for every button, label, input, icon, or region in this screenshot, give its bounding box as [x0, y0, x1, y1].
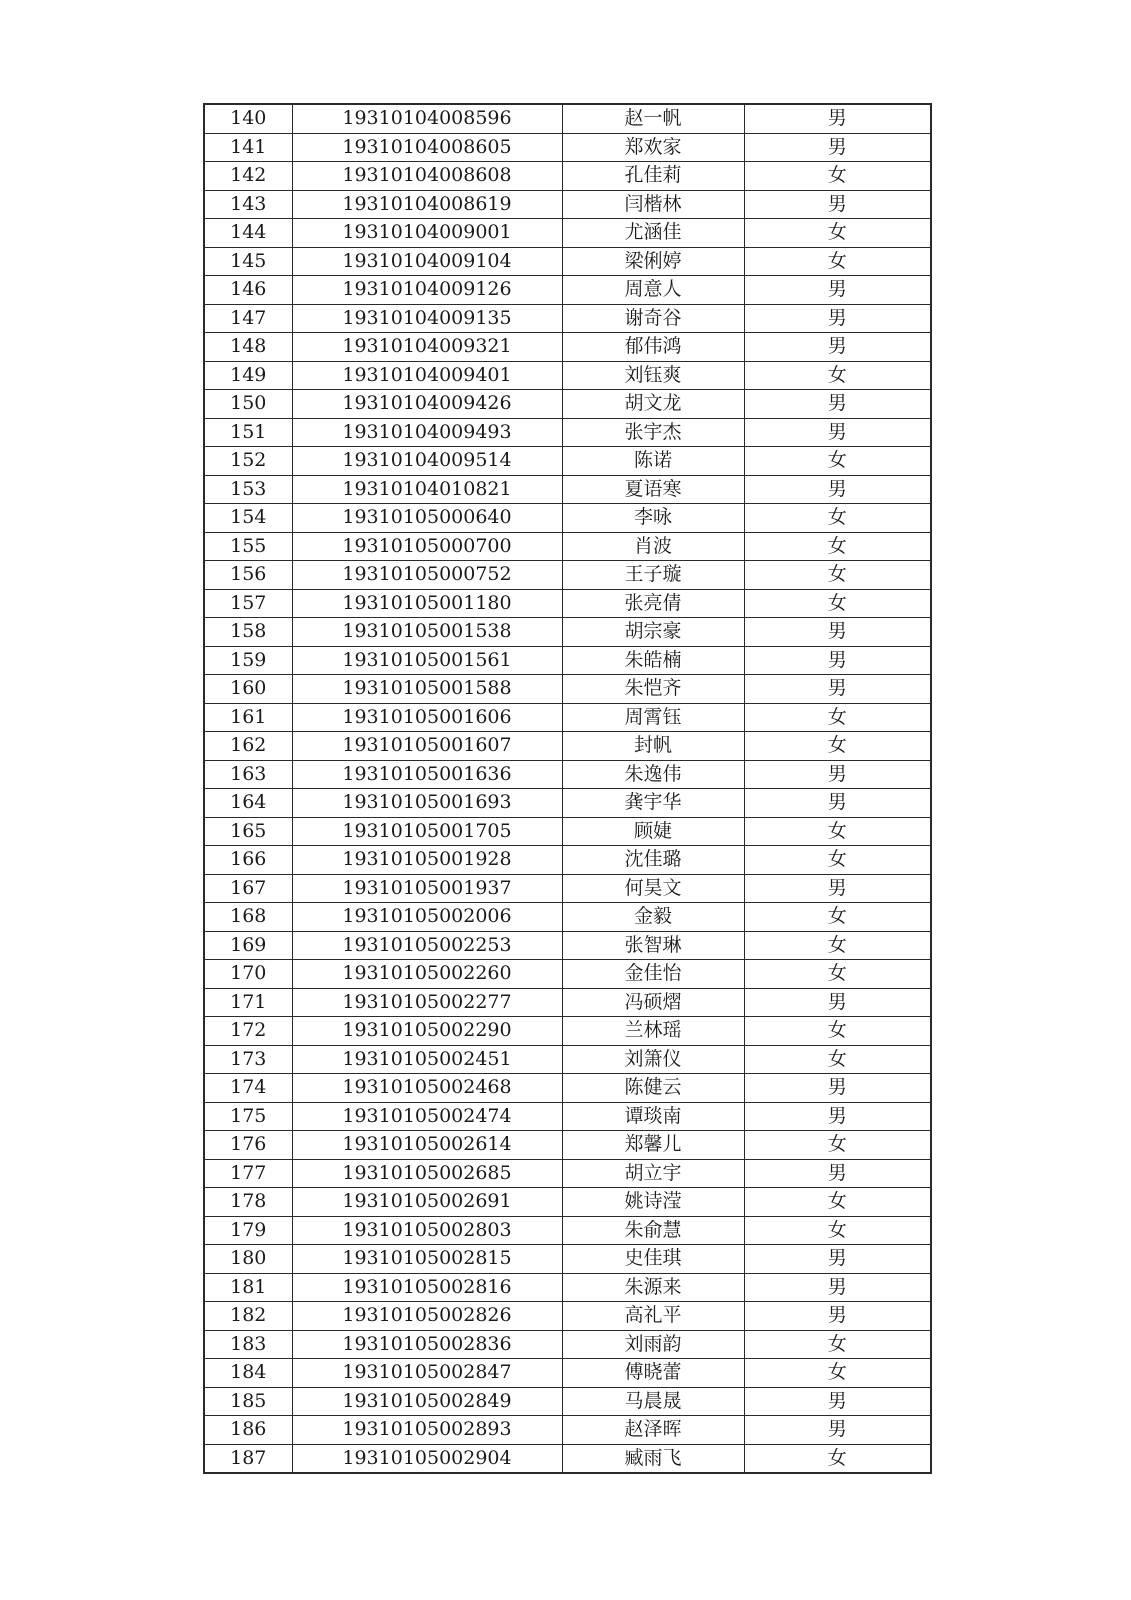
exam-id-cell: 19310104009514 — [292, 447, 562, 476]
row-number-cell: 163 — [204, 760, 292, 789]
gender-cell: 女 — [744, 903, 931, 932]
exam-id-cell: 19310105001928 — [292, 846, 562, 875]
gender-cell: 女 — [744, 447, 931, 476]
table-row — [204, 846, 931, 875]
row-number-cell: 183 — [204, 1330, 292, 1359]
gender-cell: 女 — [744, 247, 931, 276]
gender-cell: 男 — [744, 1159, 931, 1188]
table-row — [204, 789, 931, 818]
table-row — [204, 532, 931, 561]
roster-table-body — [204, 104, 931, 1473]
student-name-cell: 朱俞慧 — [562, 1216, 744, 1245]
row-number-cell: 142 — [204, 162, 292, 191]
student-name-cell: 郑欢家 — [562, 133, 744, 162]
gender-cell: 男 — [744, 618, 931, 647]
row-number-cell: 175 — [204, 1102, 292, 1131]
row-number-cell: 143 — [204, 190, 292, 219]
table-row — [204, 646, 931, 675]
student-name-cell: 何昊文 — [562, 874, 744, 903]
row-number-cell: 153 — [204, 475, 292, 504]
gender-cell: 女 — [744, 1188, 931, 1217]
exam-id-cell: 19310104008605 — [292, 133, 562, 162]
gender-cell: 女 — [744, 960, 931, 989]
gender-cell: 女 — [744, 846, 931, 875]
student-name-cell: 张宇杰 — [562, 418, 744, 447]
exam-id-cell: 19310105000752 — [292, 561, 562, 590]
gender-cell: 男 — [744, 1416, 931, 1445]
exam-id-cell: 19310104010821 — [292, 475, 562, 504]
gender-cell: 男 — [744, 390, 931, 419]
table-row — [204, 1074, 931, 1103]
table-row — [204, 133, 931, 162]
student-name-cell: 傅晓蕾 — [562, 1359, 744, 1388]
exam-id-cell: 19310105002290 — [292, 1017, 562, 1046]
exam-id-cell: 19310105002904 — [292, 1444, 562, 1473]
table-row — [204, 589, 931, 618]
row-number-cell: 145 — [204, 247, 292, 276]
exam-id-cell: 19310104009104 — [292, 247, 562, 276]
table-row — [204, 817, 931, 846]
row-number-cell: 174 — [204, 1074, 292, 1103]
exam-id-cell: 19310105001937 — [292, 874, 562, 903]
student-name-cell: 兰林瑶 — [562, 1017, 744, 1046]
gender-cell: 女 — [744, 1131, 931, 1160]
exam-id-cell: 19310105002277 — [292, 988, 562, 1017]
table-row — [204, 333, 931, 362]
gender-cell: 女 — [744, 732, 931, 761]
student-name-cell: 朱逸伟 — [562, 760, 744, 789]
exam-id-cell: 19310105001705 — [292, 817, 562, 846]
student-name-cell: 王子璇 — [562, 561, 744, 590]
row-number-cell: 170 — [204, 960, 292, 989]
exam-id-cell: 19310105001606 — [292, 703, 562, 732]
row-number-cell: 158 — [204, 618, 292, 647]
row-number-cell: 185 — [204, 1387, 292, 1416]
table-row — [204, 903, 931, 932]
row-number-cell: 187 — [204, 1444, 292, 1473]
student-name-cell: 刘箫仪 — [562, 1045, 744, 1074]
student-name-cell: 金毅 — [562, 903, 744, 932]
row-number-cell: 149 — [204, 361, 292, 390]
row-number-cell: 148 — [204, 333, 292, 362]
exam-id-cell: 19310105002006 — [292, 903, 562, 932]
student-name-cell: 朱源来 — [562, 1273, 744, 1302]
student-name-cell: 张智琳 — [562, 931, 744, 960]
exam-id-cell: 19310105002451 — [292, 1045, 562, 1074]
student-name-cell: 顾婕 — [562, 817, 744, 846]
student-name-cell: 肖波 — [562, 532, 744, 561]
student-name-cell: 马晨晟 — [562, 1387, 744, 1416]
gender-cell: 男 — [744, 1387, 931, 1416]
gender-cell: 女 — [744, 532, 931, 561]
exam-id-cell: 19310104008596 — [292, 104, 562, 133]
row-number-cell: 159 — [204, 646, 292, 675]
table-row — [204, 960, 931, 989]
exam-id-cell: 19310105002474 — [292, 1102, 562, 1131]
gender-cell: 男 — [744, 276, 931, 305]
table-row — [204, 475, 931, 504]
student-name-cell: 臧雨飞 — [562, 1444, 744, 1473]
exam-id-cell: 19310105002816 — [292, 1273, 562, 1302]
row-number-cell: 150 — [204, 390, 292, 419]
gender-cell: 女 — [744, 1444, 931, 1473]
row-number-cell: 141 — [204, 133, 292, 162]
student-name-cell: 赵一帆 — [562, 104, 744, 133]
student-name-cell: 谢奇谷 — [562, 304, 744, 333]
table-row — [204, 219, 931, 248]
row-number-cell: 165 — [204, 817, 292, 846]
gender-cell: 男 — [744, 1074, 931, 1103]
table-row — [204, 418, 931, 447]
student-name-cell: 陈诺 — [562, 447, 744, 476]
exam-id-cell: 19310104008608 — [292, 162, 562, 191]
student-name-cell: 朱恺齐 — [562, 675, 744, 704]
table-row — [204, 874, 931, 903]
row-number-cell: 171 — [204, 988, 292, 1017]
table-row — [204, 504, 931, 533]
table-row — [204, 1416, 931, 1445]
row-number-cell: 140 — [204, 104, 292, 133]
student-name-cell: 胡宗豪 — [562, 618, 744, 647]
gender-cell: 女 — [744, 817, 931, 846]
row-number-cell: 147 — [204, 304, 292, 333]
table-row — [204, 618, 931, 647]
table-row — [204, 1216, 931, 1245]
gender-cell: 男 — [744, 133, 931, 162]
row-number-cell: 156 — [204, 561, 292, 590]
row-number-cell: 144 — [204, 219, 292, 248]
table-row — [204, 1102, 931, 1131]
gender-cell: 女 — [744, 1216, 931, 1245]
student-name-cell: 封帆 — [562, 732, 744, 761]
table-row — [204, 247, 931, 276]
exam-id-cell: 19310104009135 — [292, 304, 562, 333]
exam-id-cell: 19310105002849 — [292, 1387, 562, 1416]
student-name-cell: 郁伟鸿 — [562, 333, 744, 362]
exam-id-cell: 19310105001588 — [292, 675, 562, 704]
gender-cell: 女 — [744, 361, 931, 390]
row-number-cell: 162 — [204, 732, 292, 761]
row-number-cell: 169 — [204, 931, 292, 960]
row-number-cell: 176 — [204, 1131, 292, 1160]
gender-cell: 女 — [744, 931, 931, 960]
exam-id-cell: 19310104009426 — [292, 390, 562, 419]
table-row — [204, 1444, 931, 1473]
student-name-cell: 赵泽晖 — [562, 1416, 744, 1445]
student-name-cell: 周霄钰 — [562, 703, 744, 732]
student-name-cell: 张亮倩 — [562, 589, 744, 618]
table-row — [204, 931, 931, 960]
student-name-cell: 金佳怡 — [562, 960, 744, 989]
table-row — [204, 1245, 931, 1274]
student-name-cell: 谭琰南 — [562, 1102, 744, 1131]
table-row — [204, 104, 931, 133]
row-number-cell: 182 — [204, 1302, 292, 1331]
table-row — [204, 703, 931, 732]
exam-id-cell: 19310104009321 — [292, 333, 562, 362]
exam-id-cell: 19310105002468 — [292, 1074, 562, 1103]
exam-id-cell: 19310105002893 — [292, 1416, 562, 1445]
row-number-cell: 154 — [204, 504, 292, 533]
exam-id-cell: 19310105002614 — [292, 1131, 562, 1160]
table-row — [204, 675, 931, 704]
row-number-cell: 184 — [204, 1359, 292, 1388]
exam-id-cell: 19310105002253 — [292, 931, 562, 960]
table-row — [204, 190, 931, 219]
exam-id-cell: 19310105002826 — [292, 1302, 562, 1331]
row-number-cell: 161 — [204, 703, 292, 732]
exam-id-cell: 19310105001538 — [292, 618, 562, 647]
gender-cell: 男 — [744, 789, 931, 818]
table-row — [204, 1273, 931, 1302]
row-number-cell: 167 — [204, 874, 292, 903]
gender-cell: 女 — [744, 504, 931, 533]
gender-cell: 男 — [744, 988, 931, 1017]
table-row — [204, 1131, 931, 1160]
exam-id-cell: 19310104008619 — [292, 190, 562, 219]
gender-cell: 女 — [744, 219, 931, 248]
gender-cell: 男 — [744, 675, 931, 704]
table-row — [204, 1330, 931, 1359]
table-row — [204, 561, 931, 590]
student-name-cell: 高礼平 — [562, 1302, 744, 1331]
table-row — [204, 361, 931, 390]
row-number-cell: 151 — [204, 418, 292, 447]
gender-cell: 女 — [744, 589, 931, 618]
student-name-cell: 孔佳莉 — [562, 162, 744, 191]
gender-cell: 女 — [744, 561, 931, 590]
student-name-cell: 胡文龙 — [562, 390, 744, 419]
table-row — [204, 390, 931, 419]
gender-cell: 女 — [744, 1045, 931, 1074]
gender-cell: 男 — [744, 418, 931, 447]
gender-cell: 男 — [744, 104, 931, 133]
exam-id-cell: 19310105001693 — [292, 789, 562, 818]
exam-id-cell: 19310105002685 — [292, 1159, 562, 1188]
row-number-cell: 180 — [204, 1245, 292, 1274]
student-name-cell: 胡立宇 — [562, 1159, 744, 1188]
table-row — [204, 760, 931, 789]
gender-cell: 女 — [744, 1359, 931, 1388]
exam-id-cell: 19310104009001 — [292, 219, 562, 248]
exam-id-cell: 19310105002847 — [292, 1359, 562, 1388]
table-row — [204, 276, 931, 305]
exam-id-cell: 19310105002836 — [292, 1330, 562, 1359]
gender-cell: 男 — [744, 304, 931, 333]
row-number-cell: 146 — [204, 276, 292, 305]
row-number-cell: 178 — [204, 1188, 292, 1217]
student-name-cell: 郑馨儿 — [562, 1131, 744, 1160]
student-name-cell: 夏语寒 — [562, 475, 744, 504]
student-name-cell: 史佳琪 — [562, 1245, 744, 1274]
gender-cell: 女 — [744, 162, 931, 191]
gender-cell: 男 — [744, 1273, 931, 1302]
gender-cell: 男 — [744, 333, 931, 362]
student-name-cell: 沈佳璐 — [562, 846, 744, 875]
exam-id-cell: 19310105001607 — [292, 732, 562, 761]
row-number-cell: 160 — [204, 675, 292, 704]
table-row — [204, 1387, 931, 1416]
gender-cell: 男 — [744, 1102, 931, 1131]
row-number-cell: 177 — [204, 1159, 292, 1188]
table-row — [204, 1302, 931, 1331]
table-row — [204, 1045, 931, 1074]
student-roster-table — [203, 103, 932, 1474]
table-row — [204, 1188, 931, 1217]
gender-cell: 男 — [744, 475, 931, 504]
table-row — [204, 1159, 931, 1188]
student-name-cell: 陈健云 — [562, 1074, 744, 1103]
gender-cell: 男 — [744, 1245, 931, 1274]
exam-id-cell: 19310104009126 — [292, 276, 562, 305]
row-number-cell: 168 — [204, 903, 292, 932]
gender-cell: 男 — [744, 1302, 931, 1331]
exam-id-cell: 19310105002815 — [292, 1245, 562, 1274]
student-name-cell: 龚宇华 — [562, 789, 744, 818]
row-number-cell: 157 — [204, 589, 292, 618]
gender-cell: 女 — [744, 1330, 931, 1359]
row-number-cell: 166 — [204, 846, 292, 875]
gender-cell: 女 — [744, 703, 931, 732]
table-row — [204, 988, 931, 1017]
table-row — [204, 1017, 931, 1046]
student-name-cell: 朱皓楠 — [562, 646, 744, 675]
row-number-cell: 179 — [204, 1216, 292, 1245]
exam-id-cell: 19310104009493 — [292, 418, 562, 447]
gender-cell: 男 — [744, 760, 931, 789]
exam-id-cell: 19310105001636 — [292, 760, 562, 789]
row-number-cell: 172 — [204, 1017, 292, 1046]
student-name-cell: 梁俐婷 — [562, 247, 744, 276]
gender-cell: 男 — [744, 190, 931, 219]
student-name-cell: 尤涵佳 — [562, 219, 744, 248]
student-name-cell: 姚诗滢 — [562, 1188, 744, 1217]
row-number-cell: 186 — [204, 1416, 292, 1445]
exam-id-cell: 19310105001561 — [292, 646, 562, 675]
row-number-cell: 164 — [204, 789, 292, 818]
student-name-cell: 刘钰爽 — [562, 361, 744, 390]
gender-cell: 男 — [744, 646, 931, 675]
row-number-cell: 155 — [204, 532, 292, 561]
exam-id-cell: 19310105001180 — [292, 589, 562, 618]
row-number-cell: 173 — [204, 1045, 292, 1074]
gender-cell: 男 — [744, 874, 931, 903]
table-row — [204, 162, 931, 191]
student-name-cell: 周意人 — [562, 276, 744, 305]
table-row — [204, 447, 931, 476]
student-name-cell: 冯硕熠 — [562, 988, 744, 1017]
student-name-cell: 李咏 — [562, 504, 744, 533]
exam-id-cell: 19310104009401 — [292, 361, 562, 390]
exam-id-cell: 19310105000700 — [292, 532, 562, 561]
table-row — [204, 1359, 931, 1388]
exam-id-cell: 19310105002260 — [292, 960, 562, 989]
exam-id-cell: 19310105002803 — [292, 1216, 562, 1245]
row-number-cell: 181 — [204, 1273, 292, 1302]
gender-cell: 女 — [744, 1017, 931, 1046]
exam-id-cell: 19310105002691 — [292, 1188, 562, 1217]
row-number-cell: 152 — [204, 447, 292, 476]
table-row — [204, 304, 931, 333]
student-name-cell: 闫楷林 — [562, 190, 744, 219]
exam-id-cell: 19310105000640 — [292, 504, 562, 533]
student-name-cell: 刘雨韵 — [562, 1330, 744, 1359]
table-row — [204, 732, 931, 761]
